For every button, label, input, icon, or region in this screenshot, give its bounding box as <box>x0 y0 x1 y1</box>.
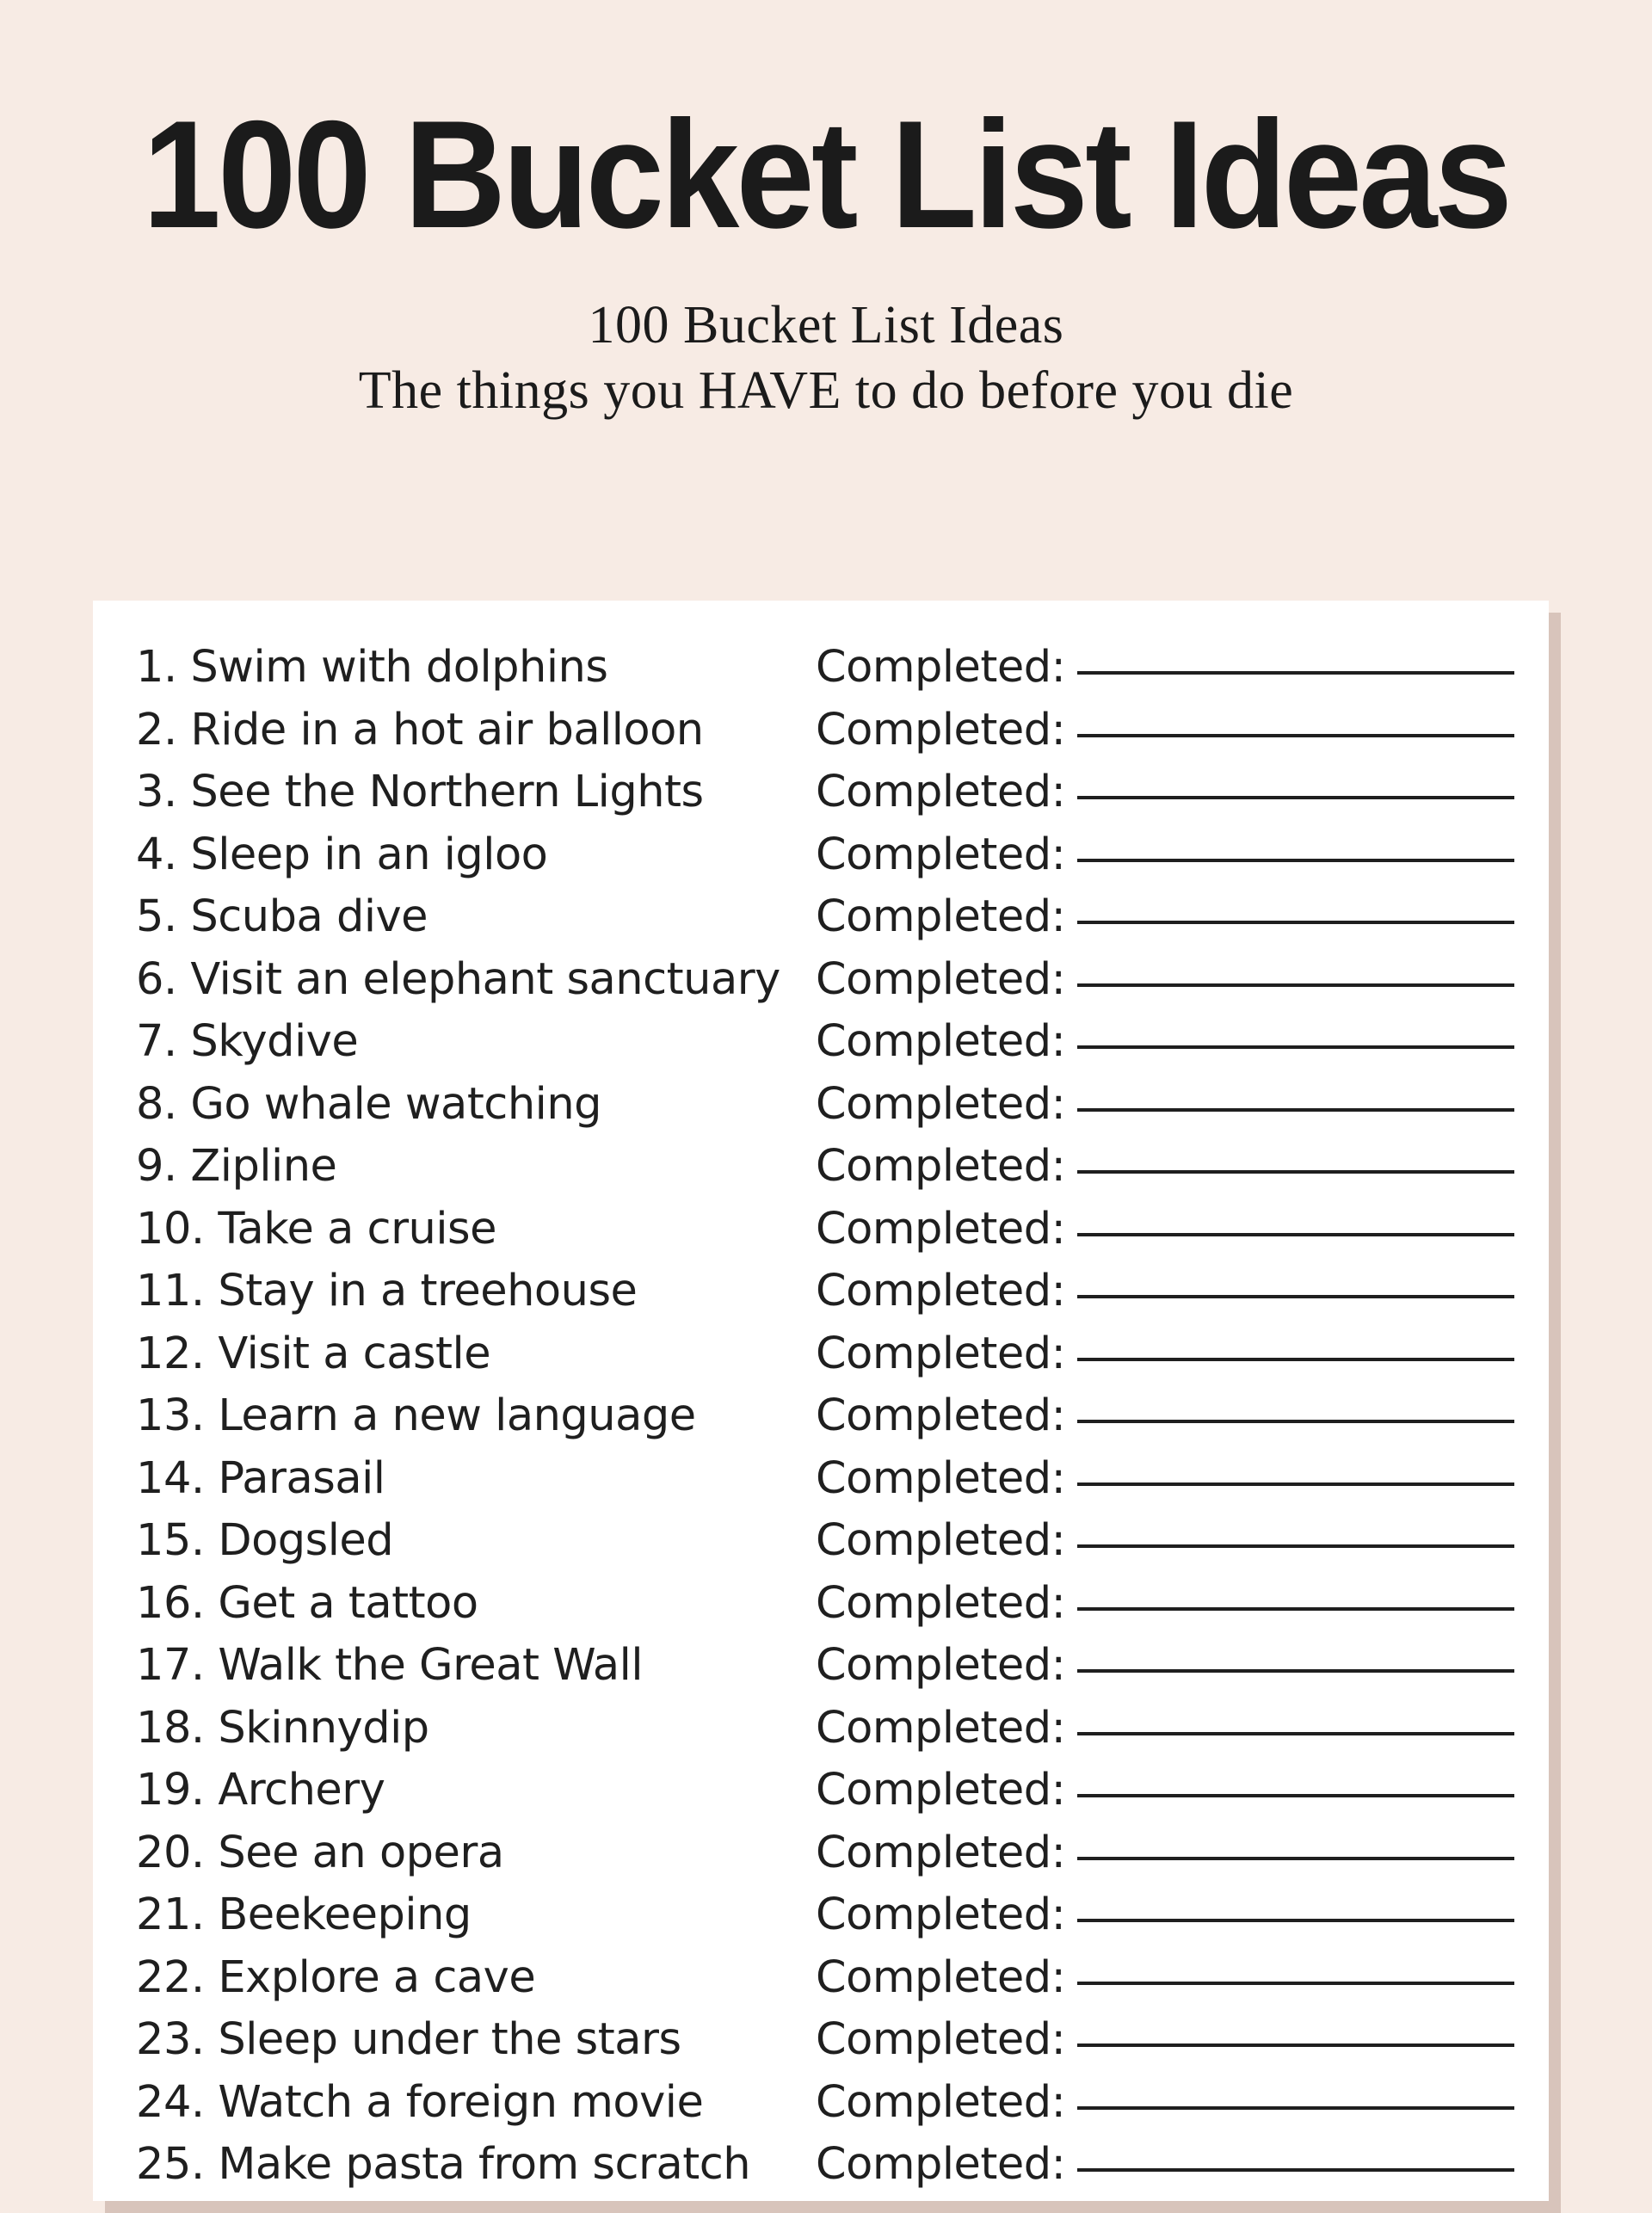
completed-label: Completed: <box>816 1203 1066 1254</box>
list-item <box>93 705 1549 767</box>
completed-label: Completed: <box>816 1016 1066 1067</box>
completed-blank-line[interactable] <box>1077 983 1514 987</box>
completed-blank-line[interactable] <box>1077 1544 1514 1548</box>
completed-field[interactable] <box>816 891 1549 942</box>
list-item-label: 11. Stay in a treehouse <box>136 1266 638 1316</box>
completed-blank-line[interactable] <box>1077 1295 1514 1298</box>
list-item <box>93 1079 1549 1142</box>
subtitle-line-2: The things you HAVE to do before you die <box>358 361 1294 421</box>
completed-blank-line[interactable] <box>1077 1794 1514 1797</box>
list-item-label: 20. See an opera <box>136 1827 504 1878</box>
completed-field[interactable] <box>816 1952 1549 2003</box>
completed-field[interactable] <box>816 1889 1549 1940</box>
list-item <box>93 2139 1549 2201</box>
bucket-list <box>93 601 1549 2201</box>
list-item <box>93 1578 1549 1641</box>
completed-label: Completed: <box>816 1889 1066 1940</box>
completed-field[interactable] <box>816 829 1549 880</box>
completed-field[interactable] <box>816 1515 1549 1566</box>
completed-blank-line[interactable] <box>1077 1358 1514 1361</box>
list-item <box>93 1390 1549 1453</box>
list-item <box>93 1515 1549 1578</box>
completed-label: Completed: <box>816 2139 1066 2190</box>
completed-field[interactable] <box>816 1578 1549 1629</box>
completed-label: Completed: <box>816 1951 1066 2003</box>
completed-label: Completed: <box>816 1078 1066 1130</box>
list-item <box>93 1266 1549 1328</box>
completed-blank-line[interactable] <box>1077 734 1514 737</box>
list-item-label: 23. Sleep under the stars <box>136 2014 681 2065</box>
completed-field[interactable] <box>816 1266 1549 1316</box>
completed-blank-line[interactable] <box>1077 1170 1514 1174</box>
completed-label: Completed: <box>816 1452 1066 1504</box>
completed-field[interactable] <box>816 1765 1549 1815</box>
completed-field[interactable] <box>816 1016 1549 1067</box>
completed-field[interactable] <box>816 767 1549 817</box>
list-item-label: 18. Skinnydip <box>136 1702 429 1754</box>
list-item-label: 9. Zipline <box>136 1141 337 1192</box>
list-item-label: 2. Ride in a hot air balloon <box>136 704 704 755</box>
list-item-label: 6. Visit an elephant sanctuary <box>136 953 780 1005</box>
completed-blank-line[interactable] <box>1077 2168 1514 2172</box>
completed-label: Completed: <box>816 642 1066 693</box>
completed-blank-line[interactable] <box>1077 1420 1514 1423</box>
completed-field[interactable] <box>816 705 1549 755</box>
completed-field[interactable] <box>816 1453 1549 1504</box>
list-item-label: 13. Learn a new language <box>136 1390 696 1441</box>
list-item <box>93 1703 1549 1766</box>
completed-label: Completed: <box>816 1141 1066 1192</box>
list-item-label: 24. Watch a foreign movie <box>136 2076 704 2128</box>
completed-label: Completed: <box>816 2076 1066 2128</box>
list-item <box>93 1828 1549 1890</box>
list-item <box>93 1952 1549 2015</box>
completed-label: Completed: <box>816 1266 1066 1316</box>
completed-field[interactable] <box>816 2014 1549 2065</box>
completed-field[interactable] <box>816 1204 1549 1254</box>
completed-field[interactable] <box>816 2077 1549 2128</box>
completed-blank-line[interactable] <box>1077 859 1514 862</box>
completed-label: Completed: <box>816 1640 1066 1691</box>
list-item <box>93 1640 1549 1703</box>
completed-blank-line[interactable] <box>1077 1919 1514 1922</box>
completed-label: Completed: <box>816 1827 1066 1878</box>
bucket-list-card <box>93 601 1549 2201</box>
completed-label: Completed: <box>816 1765 1066 1815</box>
completed-blank-line[interactable] <box>1077 2043 1514 2047</box>
completed-blank-line[interactable] <box>1077 1732 1514 1735</box>
list-item-label: 7. Skydive <box>136 1016 359 1067</box>
list-item-label: 17. Walk the Great Wall <box>136 1640 644 1691</box>
list-item-label: 5. Scuba dive <box>136 891 428 942</box>
completed-blank-line[interactable] <box>1077 796 1514 799</box>
completed-label: Completed: <box>816 829 1066 880</box>
completed-blank-line[interactable] <box>1077 671 1514 675</box>
list-item <box>93 1328 1549 1391</box>
completed-field[interactable] <box>816 954 1549 1005</box>
list-item-label: 8. Go whale watching <box>136 1078 602 1130</box>
page-title: 100 Bucket List Ideas <box>142 89 1510 260</box>
list-item-label: 19. Archery <box>136 1765 385 1815</box>
list-item <box>93 954 1549 1017</box>
completed-blank-line[interactable] <box>1077 1233 1514 1236</box>
completed-field[interactable] <box>816 1141 1549 1192</box>
completed-label: Completed: <box>816 953 1066 1005</box>
list-item <box>93 1204 1549 1267</box>
completed-label: Completed: <box>816 767 1066 817</box>
completed-field[interactable] <box>816 642 1549 693</box>
list-item <box>93 2077 1549 2140</box>
completed-field[interactable] <box>816 1640 1549 1691</box>
list-item-label: 3. See the Northern Lights <box>136 767 704 817</box>
completed-blank-line[interactable] <box>1077 1108 1514 1112</box>
list-item-label: 4. Sleep in an igloo <box>136 829 548 880</box>
completed-field[interactable] <box>816 1390 1549 1441</box>
list-item-label: 1. Swim with dolphins <box>136 642 608 693</box>
completed-blank-line[interactable] <box>1077 1857 1514 1860</box>
list-item-label: 10. Take a cruise <box>136 1203 496 1254</box>
completed-label: Completed: <box>816 1577 1066 1629</box>
completed-blank-line[interactable] <box>1077 2106 1514 2110</box>
completed-label: Completed: <box>816 891 1066 942</box>
completed-label: Completed: <box>816 1515 1066 1566</box>
list-item-label: 14. Parasail <box>136 1452 385 1504</box>
list-item-label: 22. Explore a cave <box>136 1951 536 2003</box>
completed-blank-line[interactable] <box>1077 1607 1514 1611</box>
list-item <box>93 1453 1549 1516</box>
list-item <box>93 1016 1549 1079</box>
list-item <box>93 1889 1549 1952</box>
completed-field[interactable] <box>816 1079 1549 1130</box>
list-item-label: 21. Beekeeping <box>136 1889 472 1940</box>
list-item <box>93 1765 1549 1828</box>
completed-field[interactable] <box>816 2139 1549 2190</box>
completed-blank-line[interactable] <box>1077 1982 1514 1985</box>
completed-label: Completed: <box>816 2014 1066 2065</box>
completed-blank-line[interactable] <box>1077 1045 1514 1049</box>
completed-label: Completed: <box>816 1702 1066 1754</box>
list-item <box>93 1141 1549 1204</box>
completed-blank-line[interactable] <box>1077 1483 1514 1486</box>
subtitle-line-1: 100 Bucket List Ideas <box>588 295 1064 354</box>
completed-field[interactable] <box>816 1828 1549 1878</box>
subtitle-block <box>0 295 1652 426</box>
completed-label: Completed: <box>816 1390 1066 1441</box>
list-item <box>93 2014 1549 2077</box>
completed-field[interactable] <box>816 1328 1549 1379</box>
list-item-label: 25. Make pasta from scratch <box>136 2139 751 2190</box>
completed-blank-line[interactable] <box>1077 921 1514 924</box>
completed-label: Completed: <box>816 1328 1066 1379</box>
list-item-label: 12. Visit a castle <box>136 1328 491 1379</box>
completed-blank-line[interactable] <box>1077 1669 1514 1673</box>
list-item <box>93 891 1549 954</box>
list-item <box>93 829 1549 892</box>
completed-label: Completed: <box>816 704 1066 755</box>
list-item <box>93 642 1549 705</box>
list-item <box>93 767 1549 829</box>
completed-field[interactable] <box>816 1703 1549 1754</box>
list-item-label: 16. Get a tattoo <box>136 1577 478 1629</box>
list-item-label: 15. Dogsled <box>136 1515 394 1566</box>
